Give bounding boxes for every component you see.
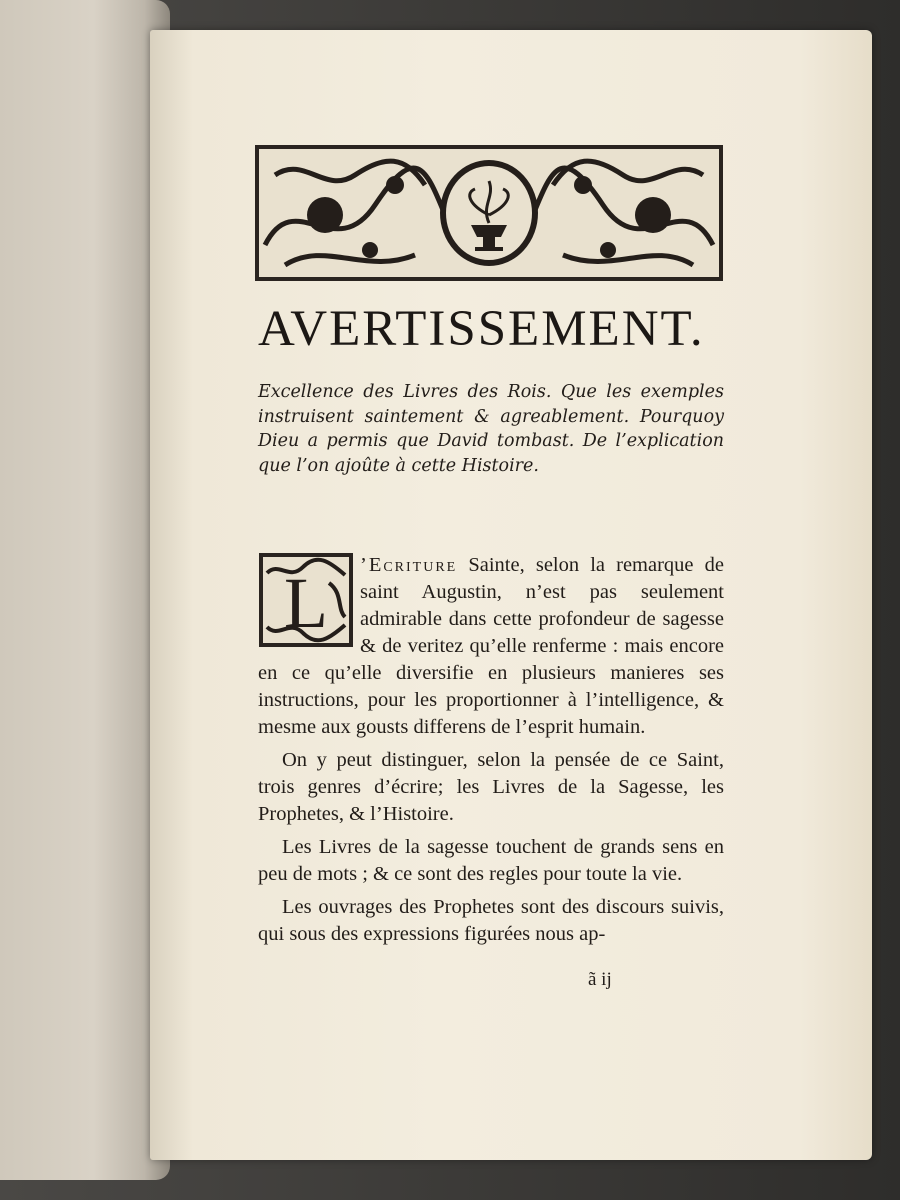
paragraph-4: Les ouvrages des Prophetes sont des discours suivis, qui sous des expressions figurées nous ap- bbox=[258, 896, 724, 945]
ornamental-headpiece bbox=[255, 145, 723, 281]
first-word: ’Ecriture bbox=[360, 554, 458, 576]
initial-letter-space bbox=[258, 552, 360, 656]
paragraph-2: On y peut distinguer, selon la pensée de ce Saint, trois genres d’écrire; les Livres de la Sagesse, les Prophetes, & l’Histoire. bbox=[258, 749, 724, 825]
paragraph-1-text: Sainte, selon la remarque de saint Augustin, n’est pas seulement admirable dans cette profondeur de sagesse & de veritez qu’elle renferme : mais encore en ce qu’elle diversifie en plusieurs manieres ses instructions, pour les proportionner à l’intelligence, & mesme aux gousts differens de l’esprit humain. bbox=[258, 554, 724, 738]
paragraph-3: Les Livres de la sagesse touchent de grands sens en peu de mots ; & ce sont des regles pour toute la vie. bbox=[258, 836, 724, 885]
page-title: AVERTISSEMENT. bbox=[258, 301, 705, 357]
chapter-summary: Excellence des Livres des Rois. Que les exemples instruisent saintement & agreablement. Pourquoy Dieu a permis que David tombast. De l’explication que l’on ajoûte à cette Histoire. bbox=[258, 382, 724, 476]
body-text bbox=[258, 552, 724, 954]
initial-letter-glyph: L bbox=[284, 563, 328, 643]
left-facing-page bbox=[0, 0, 170, 1180]
paragraph-1 bbox=[258, 552, 724, 741]
signature-mark: ã ij bbox=[588, 969, 612, 990]
